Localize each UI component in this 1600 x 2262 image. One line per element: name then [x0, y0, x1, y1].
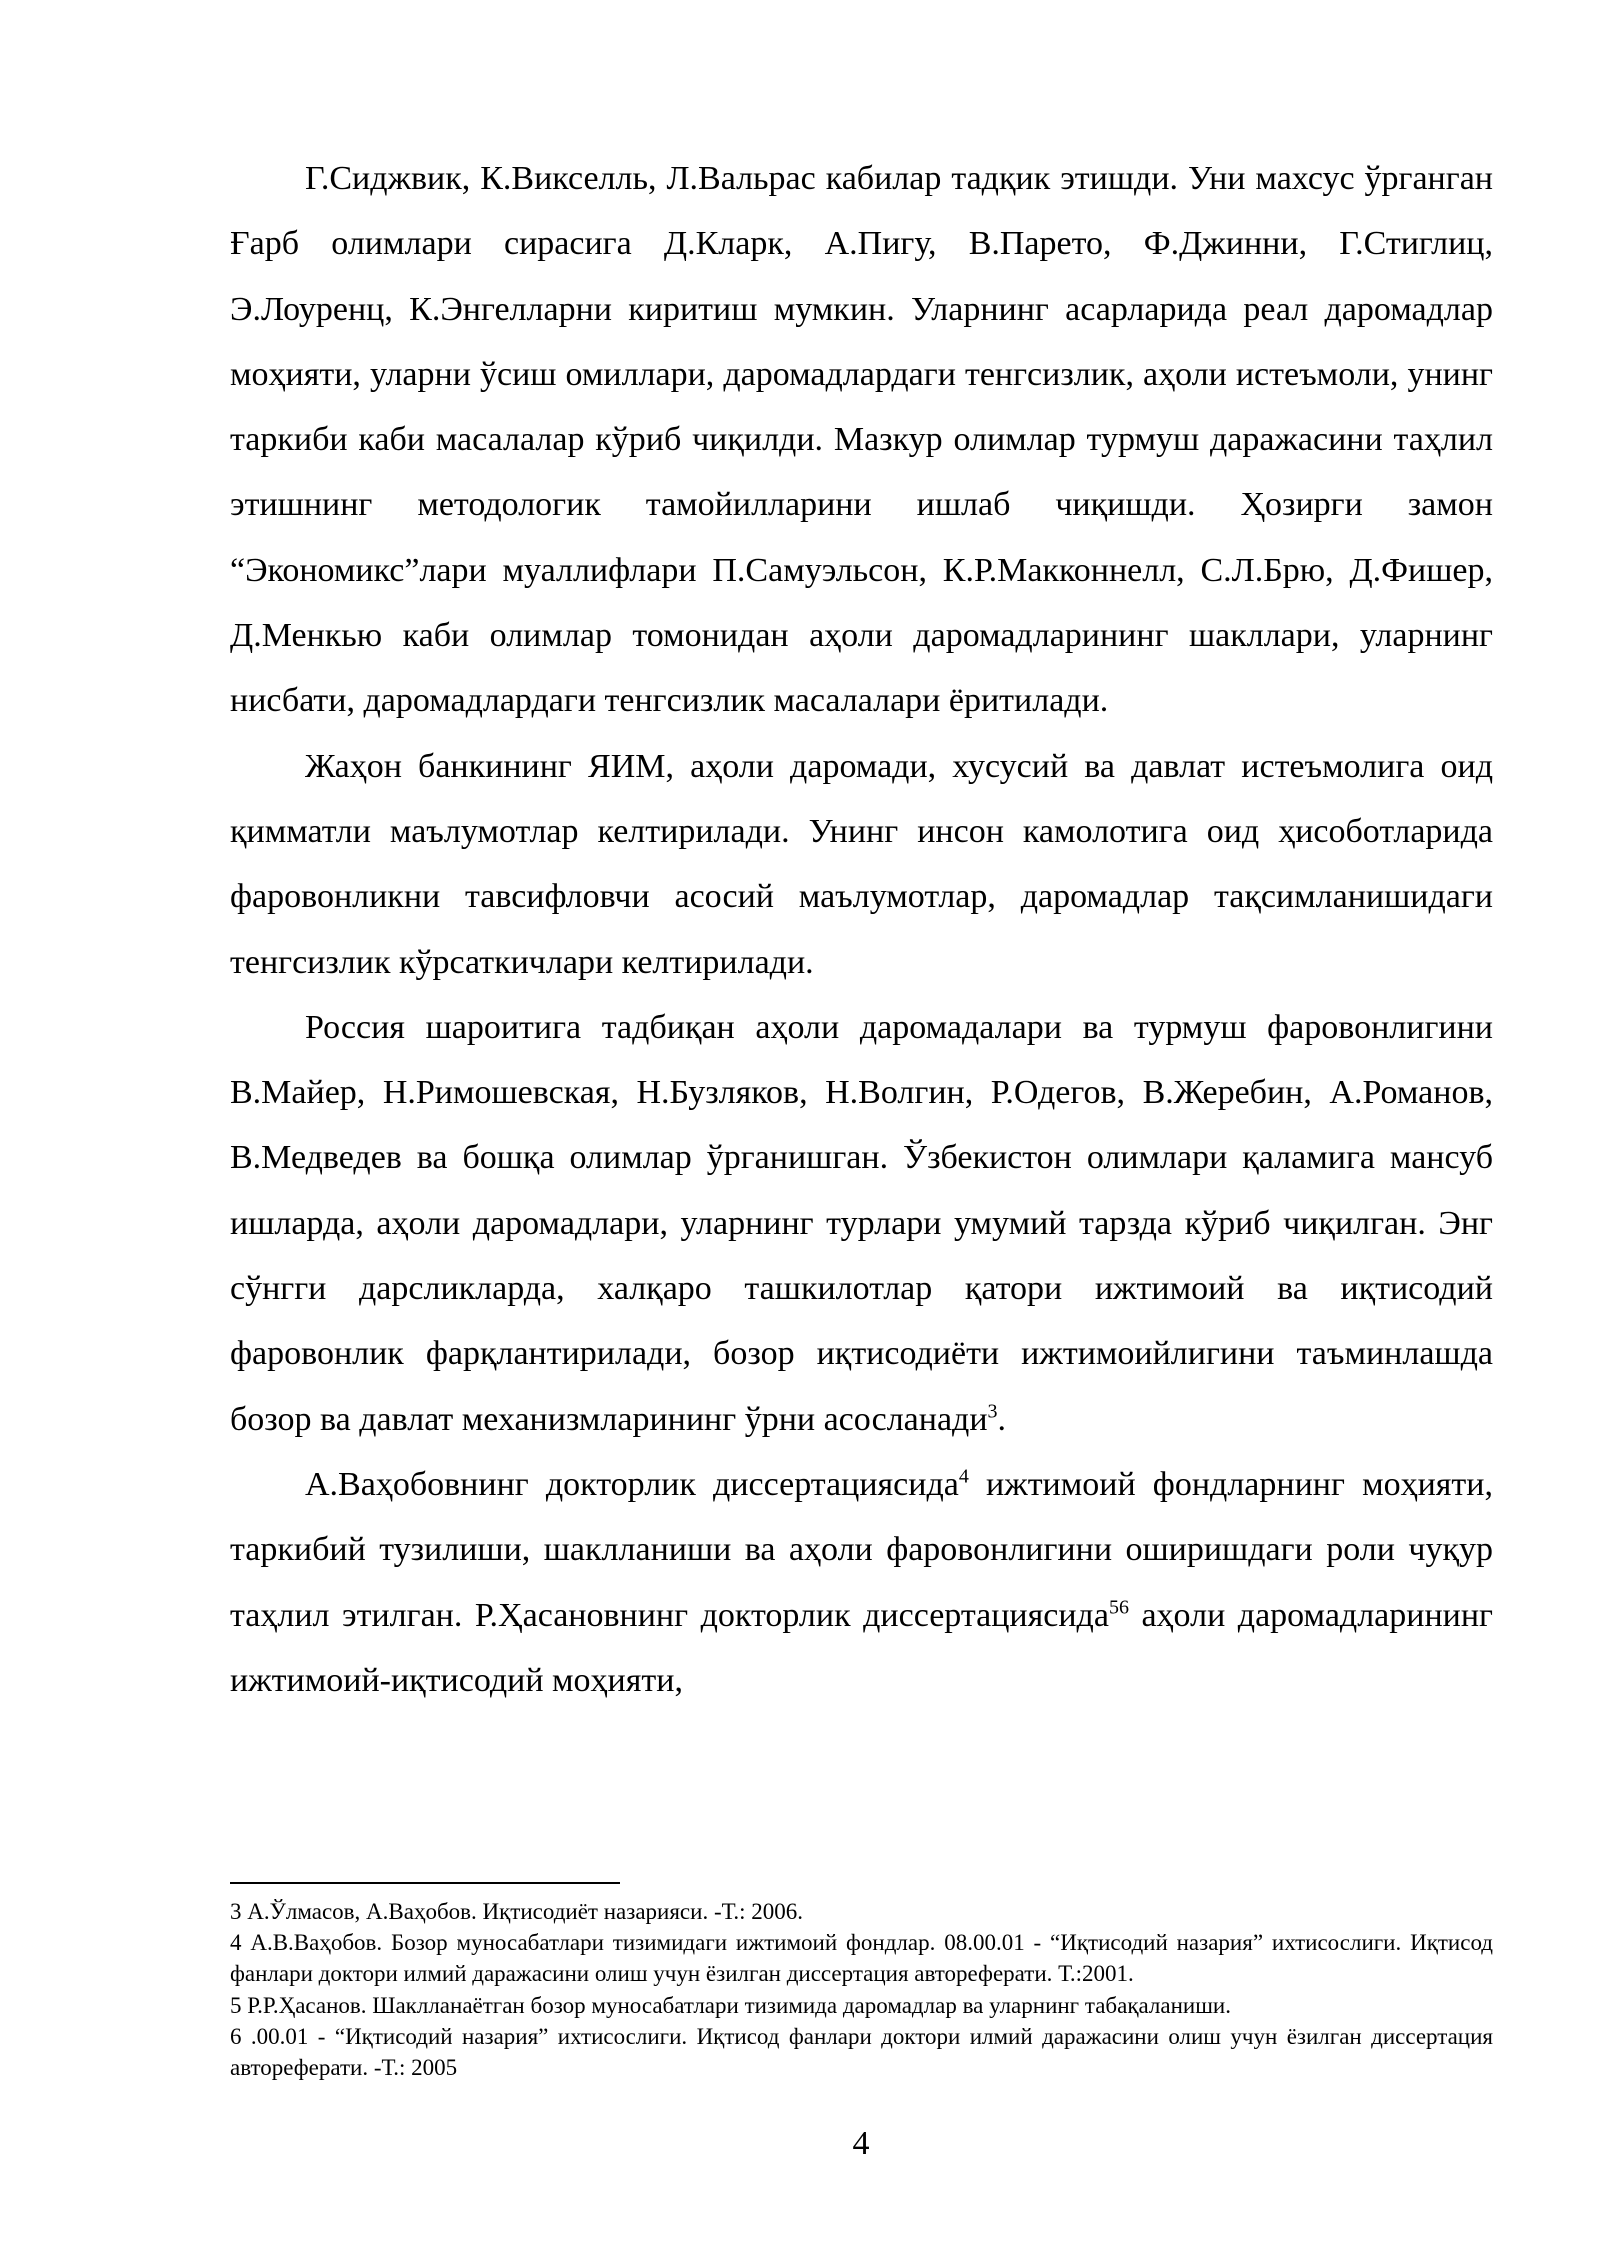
- page-number: 4: [852, 2125, 870, 2162]
- footnote-ref-3[interactable]: 3: [987, 1400, 998, 1423]
- footnote-ref-56[interactable]: 56: [1108, 1596, 1129, 1619]
- footnote-separator: [230, 1882, 620, 1884]
- paragraph-2: [230, 734, 1493, 995]
- paragraph-4: [230, 1452, 1493, 1713]
- footnote-6: 6 .00.01 - “Иқтисодий назария” ихтисослиги. Иқтисод фанлари доктори илмий даражасини олиш учун ёзилган диссертация автореферати. -Т.: 2005: [230, 2023, 1493, 2081]
- paragraph-4-text: А.Ваҳобовнинг докторлик диссертациясида: [305, 1465, 959, 1503]
- paragraph-3-tail: .: [997, 1400, 1007, 1438]
- paragraph-4-tail: аҳоли даромадларининг ижтимоий-иқтисодий моҳияти,: [230, 1596, 1493, 1699]
- footnote-ref-4[interactable]: 4: [958, 1465, 969, 1488]
- paragraph-1-text: Г.Сиджвик, К.Викселль, Л.Вальрас кабилар тадқик этишди. Уни махсус ўрганган Ғарб олимлари сирасига Д.Кларк, А.Пигу, В.Парето, Ф.Джинни, Г.Стиглиц, Э.Лоуренц, К.Энгелларни киритиш мумкин. Уларнинг асарларида реал даромадлар моҳияти, уларни ўсиш омиллари, даромадлардаги тенгсизлик, аҳоли истеъмоли, унинг таркиби каби масалалар кўриб чиқилди. Мазкур олимлар турмуш даражасини таҳлил этишнинг методологик тамойилларини ишлаб чиқишди. Ҳозирги замон “Экономикс”лари муаллифлари П.Самуэльсон, К.Р.Макконнелл, С.Л.Брю, Д.Фишер, Д.Менкью каби олимлар томонидан аҳоли даромадларининг шакллари, уларнинг нисбати, даромадлардаги тенгсизлик масалалари ёритилади.: [230, 160, 1493, 720]
- paragraph-1: [230, 146, 1493, 734]
- footnote-3: 3 А.Ўлмасов, А.Ваҳобов. Иқтисодиёт назарияси. -Т.: 2006.: [230, 1899, 803, 1924]
- paragraph-4-mid: ижтимоий фондларнинг моҳияти, таркибий тузилиши, шаклланиши ва аҳоли фаровонлигини оширишдаги роли чуқур таҳлил этилган. Р.Ҳасановнинг докторлик диссертациясида: [230, 1465, 1493, 1634]
- paragraph-3-text: Россия шароитига тадбиқан аҳоли даромадалари ва турмуш фаровонлигини В.Майер, Н.Римошевская, Н.Бузляков, Н.Волгин, Р.Одегов, В.Жеребин, А.Романов, В.Медведев ва бошқа олимлар ўрганишган. Ўзбекистон олимлари қаламига мансуб ишларда, аҳоли даромадлари, уларнинг турлари умумий тарзда кўриб чиқилган. Энг сўнгги дарсликларда, халқаро ташкилотлар қатори ижтимоий ва иқтисодий фаровонлик фарқлантирилади, бозор иқтисодиёти ижтимоийлигини таъминлашда бозор ва давлат механизмларининг ўрни асосланади: [230, 1008, 1493, 1438]
- footnote-5: 5 Р.Р.Ҳасанов. Шаклланаётган бозор муносабатлари тизимида даромадлар ва уларнинг табақаланиши.: [230, 1992, 1231, 2018]
- footnotes: [230, 1896, 1493, 2083]
- paragraph-3: [230, 995, 1493, 1452]
- body-text: [230, 146, 1493, 1713]
- footnote-4: 4 А.В.Ваҳобов. Бозор муносабатлари тизимидаги ижтимоий фондлар. 08.00.01 - “Иқтисодий назария” ихтисослиги. Иқтисод фанлари доктори илмий даражасини олиш учун ёзилган диссертация автореферати. Т.:2001.: [230, 1930, 1493, 1987]
- paragraph-2-text: Жаҳон банкининг ЯИМ, аҳоли даромади, хусусий ва давлат истеъмолига оид қимматли маълумотлар келтирилади. Унинг инсон камолотига оид ҳисоботларида фаровонликни тавсифловчи асосий маълумотлар, даромадлар тақсимланишидаги тенгсизлик кўрсаткичлари келтирилади.: [230, 747, 1493, 981]
